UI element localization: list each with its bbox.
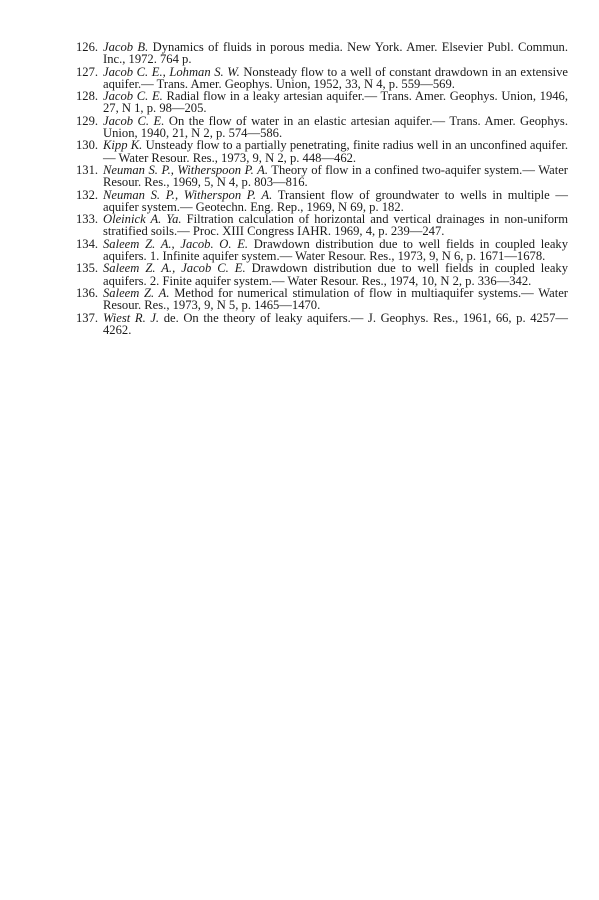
reference-author: Jacob C. E. — [103, 89, 163, 104]
reference-author: Kipp K. — [103, 138, 143, 153]
reference-author: Oleinick A. Ya. — [103, 212, 182, 227]
reference-number: 127. — [76, 64, 99, 79]
reference-number: 135. — [76, 261, 99, 276]
reference-number: 137. — [76, 310, 99, 325]
reference-author: Wiest R. J. — [103, 310, 160, 325]
reference-number: 129. — [76, 113, 99, 128]
reference-author: Saleem Z. A. — [103, 285, 170, 300]
reference-author: Neuman S. P., Witherspon P. A. — [103, 187, 273, 202]
reference-text: Drawdown distribution due to well fields in coupled leaky aquifers. 1. Infinite aquifer system.— Water Resour. Res., 1973, 9, N 6, p. 1671—1678. — [103, 236, 569, 264]
reference-127 — [76, 66, 568, 91]
reference-text: Radial flow in a leaky artesian aquifer.— Trans. Amer. Geophys. Union, 1946, 27, N 1, p. 98—205. — [103, 89, 568, 116]
reference-135 — [76, 262, 568, 287]
reference-134 — [76, 238, 568, 263]
reference-author: Jacob C. E. — [103, 113, 165, 128]
reference-133 — [76, 213, 568, 238]
reference-137 — [76, 312, 568, 337]
reference-text: Method for numerical stimulation of flow in multiaquifer systems.— Water Resour. Res., 1973, 9, N 5, p. 1465—1470. — [103, 285, 568, 313]
reference-130 — [76, 139, 568, 164]
reference-number: 133. — [76, 212, 99, 227]
reference-128 — [76, 90, 568, 115]
reference-number: 128. — [76, 89, 99, 104]
reference-text: Transient flow of groundwater to wells in multiple — aquifer system.— Geotechn. Eng. Rep., 1969, N 69, p. 182. — [103, 187, 569, 214]
reference-text: de. On the theory of leaky aquifers.— J. Geophys. Res., 1961, 66, p. 4257—4262. — [103, 310, 568, 337]
reference-text: Unsteady flow to a partially penetrating, finite radius well in an unconfined aquifer.— Water Resour. Res., 1973, 9, N 2, p. 448—462. — [103, 138, 568, 165]
reference-author: Jacob B. — [103, 40, 149, 54]
reference-number: 131. — [76, 162, 99, 177]
reference-author: Neuman S. P., Witherspoon P. A. — [103, 162, 268, 177]
reference-text: Dynamics of fluids in porous media. New York. Amer. Elsevier Publ. Commun. Inc., 1972. 764 p. — [103, 40, 568, 67]
reference-text: Theory of flow in a confined two-aquifer system.— Water Resour. Res., 1969, 5, N 4, p. 803—816. — [103, 162, 568, 190]
reference-132 — [76, 189, 568, 214]
reference-number: 130. — [76, 138, 99, 153]
reference-number: 132. — [76, 187, 99, 202]
reference-131 — [76, 164, 568, 189]
reference-text: On the flow of water in an elastic artesian aquifer.— Trans. Amer. Geophys. Union, 1940, 21, N 2, p. 574—586. — [103, 113, 568, 141]
reference-text: Drawdown distribution due to well fields in coupled leaky aquifers. 2. Finite aquifer system.— Water Resour. Res., 1974, 10, N 2, p. 336—342. — [103, 261, 569, 288]
reference-list — [76, 41, 568, 336]
reference-129 — [76, 115, 568, 140]
reference-author: Saleem Z. A., Jacob C. E. — [103, 261, 246, 276]
reference-author: Jacob C. E., Lohman S. W. — [103, 64, 240, 79]
reference-text: Nonsteady flow to a well of constant drawdown in an extensive aquifer.— Trans. Amer. Geophys. Union, 1952, 33, N 4, p. 559—569. — [103, 64, 568, 91]
reference-author: Saleem Z. A., Jacob. O. E. — [103, 236, 249, 251]
reference-number: 134. — [76, 236, 99, 251]
reference-text: Filtration calculation of horizontal and vertical drainages in non-uniform stratified soils.— Proc. XIII Congress IAHR. 1969, 4, p. 239—247. — [103, 212, 568, 239]
reference-number: 126. — [76, 40, 99, 54]
reference-126 — [76, 41, 568, 66]
reference-136 — [76, 287, 568, 312]
reference-number: 136. — [76, 285, 99, 300]
